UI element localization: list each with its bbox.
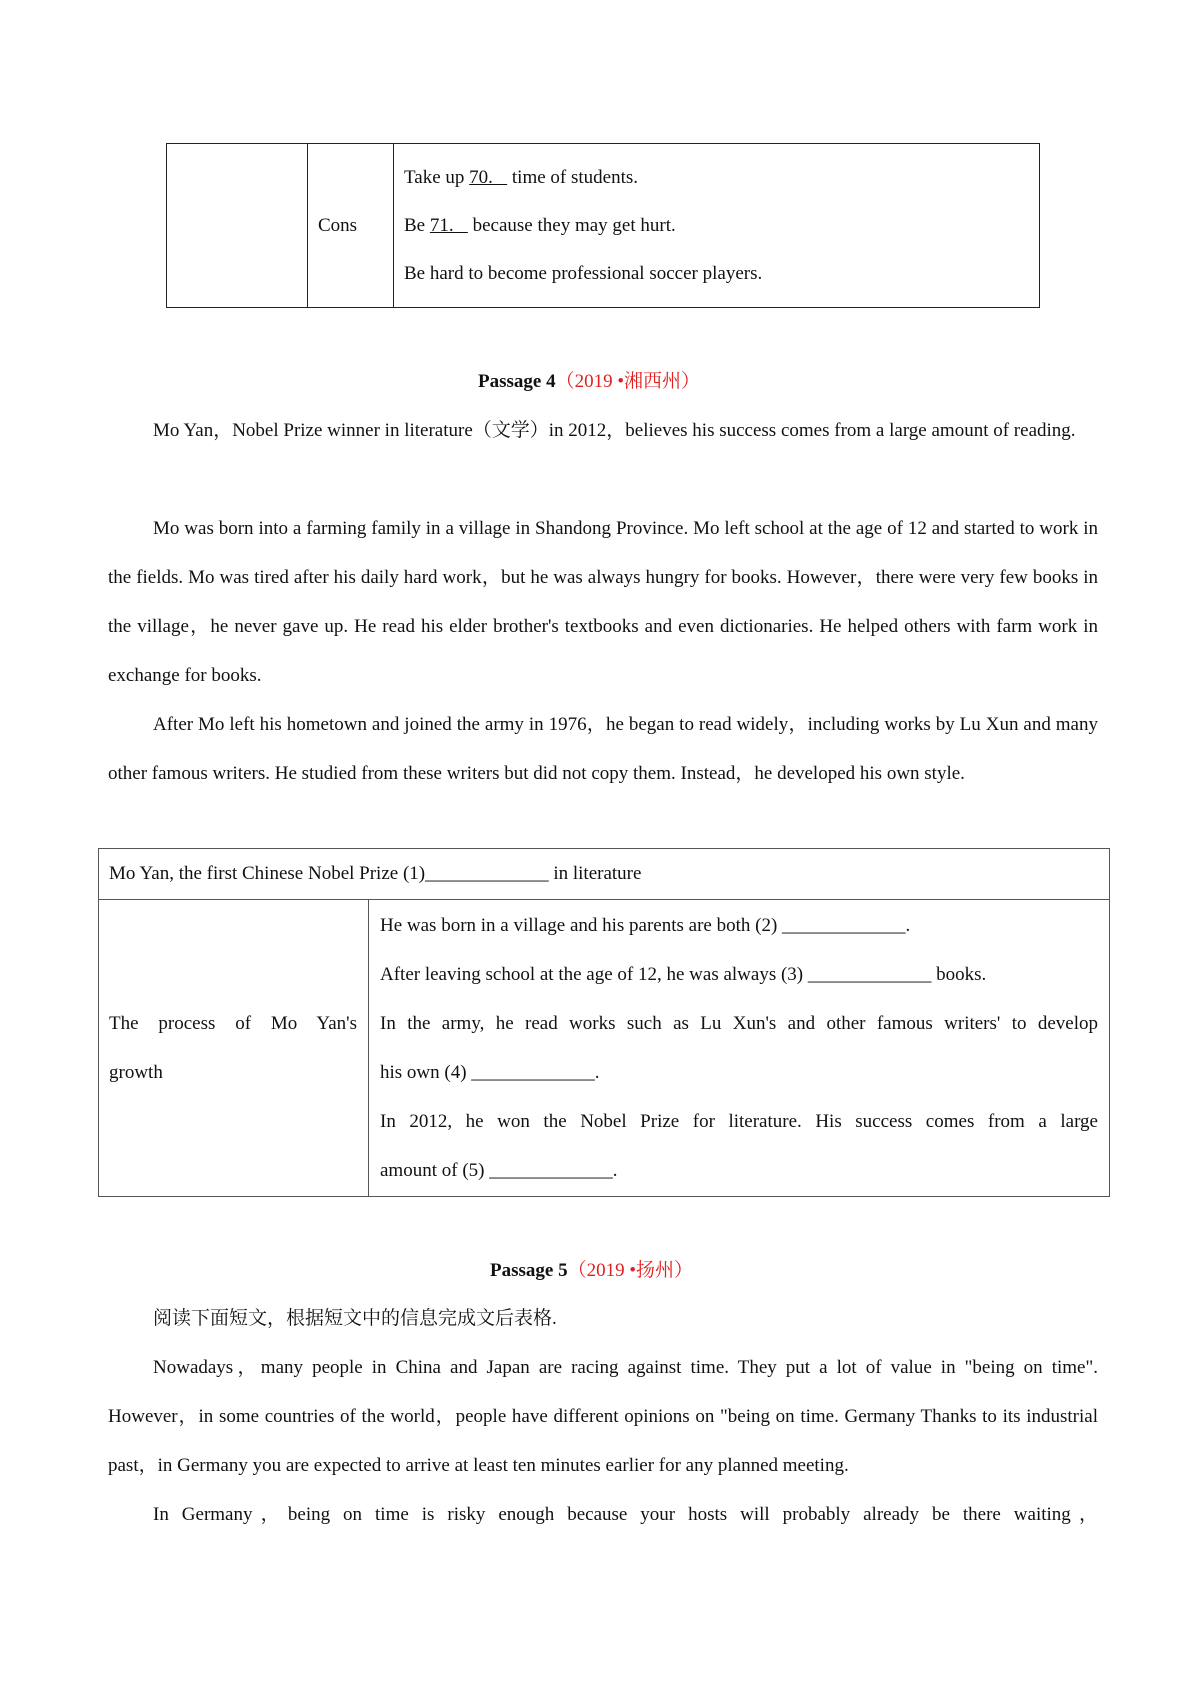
mo-table-label-line-1: The process of Mo Yan's [109,1013,357,1034]
mo-table-line-3: In the army, he read works such as Lu Xun's and other famous writers' to develop [380,1013,1098,1034]
passage-4-paragraph-2: Mo was born into a farming family in a village in Shandong Province. Mo left school at the age of 12 and started to work in the fields. Mo was tired after his daily hard work，but he was always hungry for books. However，there were very few books in the village，he never gave up. He read his elder brother's textbooks and even dictionaries. He helped others with farm work in exchange for books. [108,518,1098,686]
cons-table [166,143,1040,308]
cons-label: Cons [318,215,358,236]
table-divider [393,144,394,307]
passage-5-source: （2019 •扬州） [567,1260,693,1281]
passage-5-paragraph-1: Nowadays，many people in China and Japan are racing against time. They put a lot of value in "being on time". However，in some countries of the world，people have different opinions on "being on time. Germany Thanks to its industrial past，in Germany you are expected to arrive at least ten minutes earlier for any planned meeting. [108,1357,1098,1476]
table-divider [368,899,369,1196]
passage-5-title: Passage 5 [490,1260,568,1281]
cons-row-3: Be hard to become professional soccer players. [404,263,763,284]
blank-71: 71. [429,215,468,236]
passage-5-heading [490,1258,693,1284]
table-divider [99,899,1109,900]
passage-4-title: Passage 4 [478,371,556,392]
passage-4-source: （2019 •湘西州） [555,371,700,392]
mo-table-label-line-2: growth [109,1062,163,1083]
cons-row-2-text: Be [404,215,430,236]
passage-4-heading [478,369,700,395]
table-divider [307,144,308,307]
blank-70: 70. [469,167,508,188]
passage-5-instruction: 阅读下面短文，根据短文中的信息完成文后表格. [153,1308,557,1329]
passage-5-paragraph-2: In Germany，being on time is risky enough because your hosts will probably already be there waiting， [153,1504,1098,1525]
cons-row-1-text: Take up [404,167,470,188]
mo-table-line-1: He was born in a village and his parents are both (2) _____________. [380,915,911,936]
mo-table-line-4: his own (4) _____________. [380,1062,600,1083]
cons-row-1 [404,166,638,190]
mo-table-line-6: amount of (5) _____________. [380,1160,618,1181]
passage-4-paragraph-3: After Mo left his hometown and joined the army in 1976，he began to read widely，including works by Lu Xun and many other famous writers. He studied from these writers but did not copy them. Instead，he developed his own style. [108,714,1098,784]
cons-row-2 [404,214,676,238]
cons-row-2-text-end: because they may get hurt. [467,215,676,236]
mo-table-header: Mo Yan, the first Chinese Nobel Prize (1)_____________ in literature [109,863,642,884]
cons-row-1-text-end: time of students. [507,167,639,188]
mo-yan-table [98,848,1110,1197]
mo-table-line-5: In 2012, he won the Nobel Prize for literature. His success comes from a large [380,1111,1098,1132]
passage-4-paragraph-1: Mo Yan，Nobel Prize winner in literature（文学）in 2012，believes his success comes from a large amount of reading. [153,420,1076,441]
mo-table-line-2: After leaving school at the age of 12, he was always (3) _____________ books. [380,964,987,985]
